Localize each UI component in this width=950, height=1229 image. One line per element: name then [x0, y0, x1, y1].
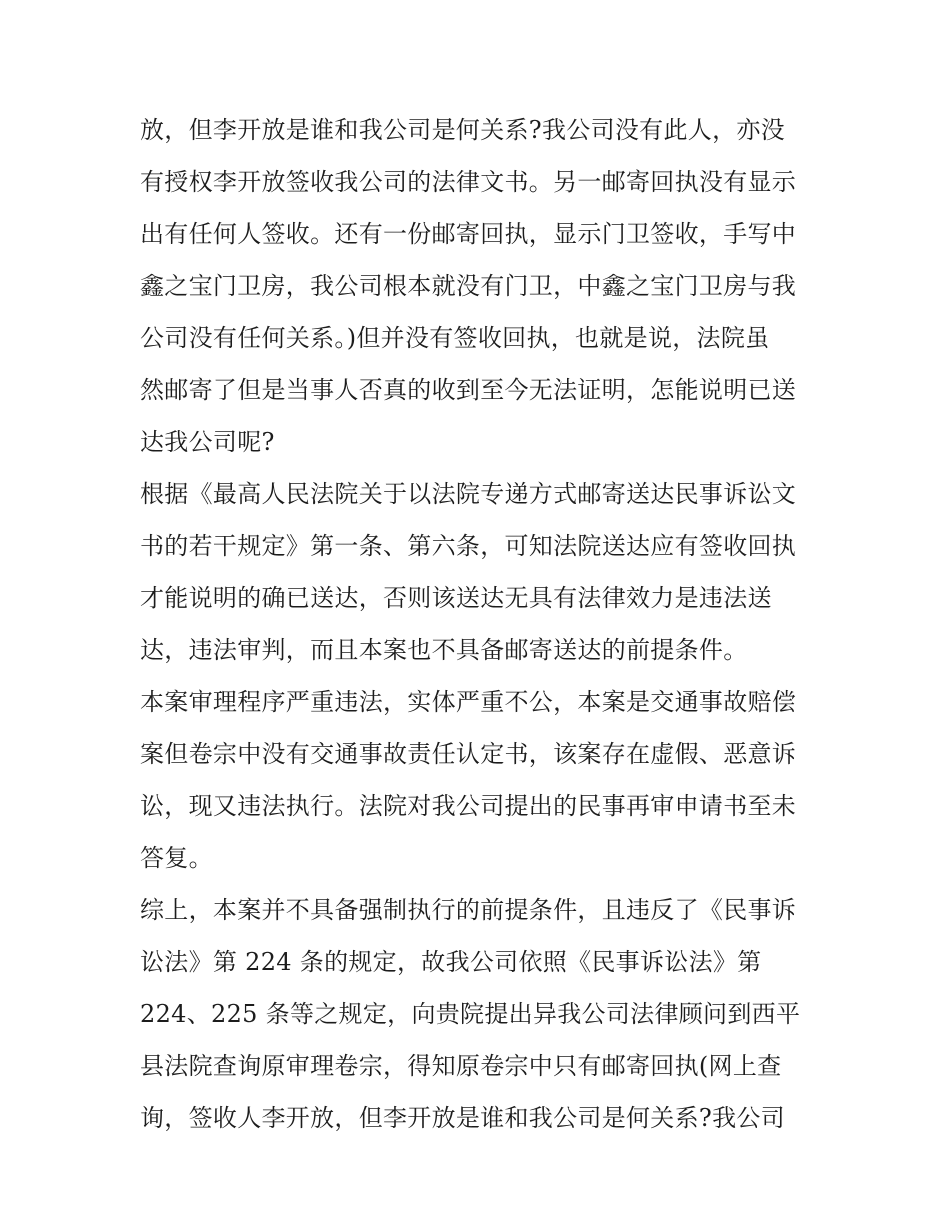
text-line: 询，签收人李开放，但李开放是谁和我公司是何关系?我公司 — [140, 1104, 785, 1132]
text-line: 放，但李开放是谁和我公司是何关系?我公司没有此人，亦没 — [140, 116, 785, 144]
text-line: 有授权李开放签收我公司的法律文书。另一邮寄回执没有显示 — [140, 168, 797, 196]
text-line: 综上，本案并不具备强制执行的前提条件，且违反了《民事诉 — [140, 896, 797, 924]
text-line: 讼，现又违法执行。法院对我公司提出的民事再审申请书至未 — [140, 792, 797, 820]
text-line: 书的若干规定》第一条、第六条，可知法院送达应有签收回执 — [140, 532, 797, 560]
text-line: 县法院查询原审理卷宗，得知原卷宗中只有邮寄回执(网上查 — [140, 1052, 782, 1080]
text-line: 才能说明的确已送达，否则该送达无具有法律效力是违法送 — [140, 584, 772, 612]
text-line: 本案审理程序严重违法，实体严重不公，本案是交通事故赔偿 — [140, 688, 797, 716]
text-line: 鑫之宝门卫房，我公司根本就没有门卫，中鑫之宝门卫房与我 — [140, 272, 797, 300]
text-line: 根据《最高人民法院关于以法院专递方式邮寄送达民事诉讼文 — [140, 480, 797, 508]
text-line: 公司没有任何关系。)但并没有签收回执，也就是说，法院虽 — [140, 324, 770, 352]
text-line: 出有任何人签收。还有一份邮寄回执，显示门卫签收，手写中 — [140, 220, 797, 248]
text-line: 达我公司呢? — [140, 428, 275, 456]
text-line: 然邮寄了但是当事人否真的收到至今无法证明，怎能说明已送 — [140, 376, 797, 404]
text-line: 讼法》第 224 条的规定，故我公司依照《民事诉讼法》第 — [140, 948, 762, 976]
text-line: 答复。 — [140, 844, 213, 872]
text-line: 达，违法审判，而且本案也不具备邮寄送达的前提条件。 — [140, 636, 748, 664]
document-body — [140, 104, 820, 1144]
text-line: 224、225 条等之规定，向贵院提出异我公司法律顾问到西平 — [140, 1000, 801, 1028]
text-line: 案但卷宗中没有交通事故责任认定书，该案存在虚假、恶意诉 — [140, 740, 797, 768]
